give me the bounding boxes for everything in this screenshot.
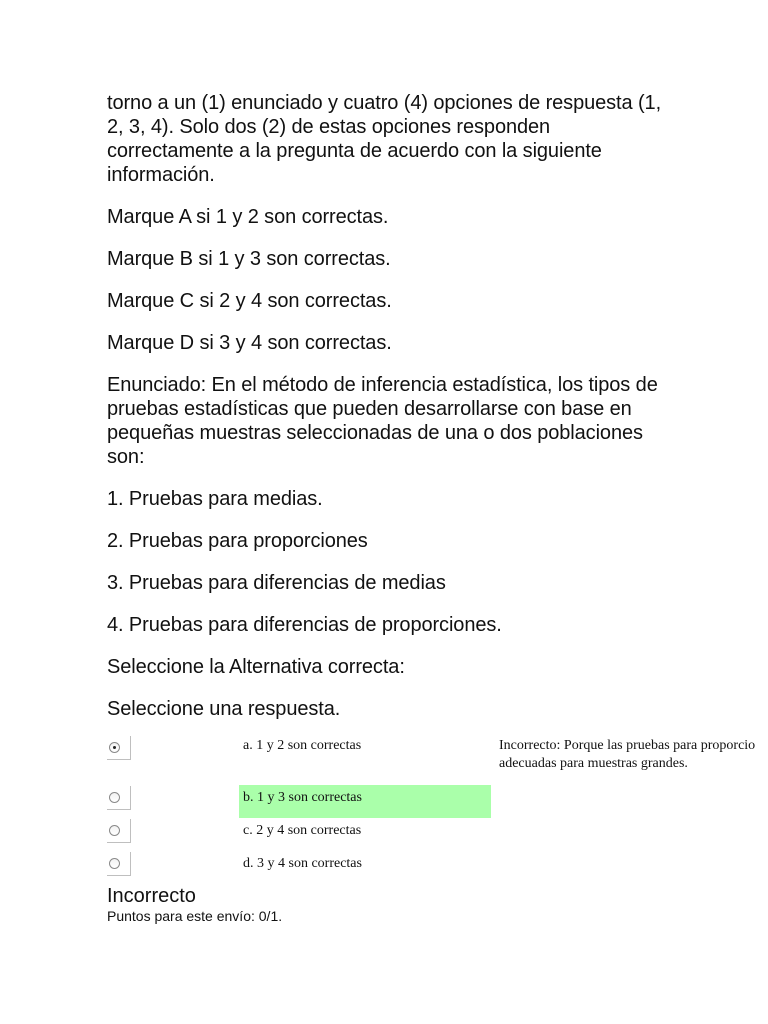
instruction-text: Seleccione la Alternativa correcta: xyxy=(107,656,405,678)
radio-cell xyxy=(107,736,131,760)
statement-item-1: 1. Pruebas para medias. xyxy=(107,488,323,510)
radio-button-a[interactable] xyxy=(109,742,120,753)
statement-item-4: 4. Pruebas para diferencias de proporciones. xyxy=(107,614,502,636)
answer-option-a xyxy=(107,735,768,785)
question-statement: Enunciado: En el método de inferencia estadística, los tipos de pruebas estadísticas que pueden desarrollarse con base en pequeñas muestras seleccionadas de una o dos poblaciones son: xyxy=(107,374,658,468)
question-content xyxy=(107,91,667,739)
rule-d: Marque D si 3 y 4 son correctas. xyxy=(107,332,392,354)
result-title: Incorrecto xyxy=(107,885,196,907)
feedback-line-1: Incorrecto: Porque las pruebas para proporcio xyxy=(499,738,756,753)
radio-button-d[interactable] xyxy=(109,858,120,869)
radio-button-b[interactable] xyxy=(109,792,120,803)
radio-cell xyxy=(107,786,131,810)
feedback-text xyxy=(499,737,768,773)
option-label-d[interactable]: d. 3 y 4 son correctas xyxy=(243,856,362,871)
answer-option-d xyxy=(107,851,768,884)
option-label-b[interactable]: b. 1 y 3 son correctas xyxy=(239,785,491,818)
answer-options xyxy=(107,735,768,884)
rule-b: Marque B si 1 y 3 son correctas. xyxy=(107,248,391,270)
rule-c: Marque C si 2 y 4 son correctas. xyxy=(107,290,392,312)
feedback-line-2: adecuadas para muestras grandes. xyxy=(499,756,688,771)
answer-option-b xyxy=(107,785,768,818)
statement-item-3: 3. Pruebas para diferencias de medias xyxy=(107,572,446,594)
answer-prompt: Seleccione una respuesta. xyxy=(107,698,341,720)
statement-item-2: 2. Pruebas para proporciones xyxy=(107,530,368,552)
radio-cell xyxy=(107,852,131,876)
option-label-a[interactable]: a. 1 y 2 son correctas xyxy=(243,738,362,753)
rule-a: Marque A si 1 y 2 son correctas. xyxy=(107,206,389,228)
radio-button-c[interactable] xyxy=(109,825,120,836)
answer-option-c xyxy=(107,818,768,851)
question-intro: torno a un (1) enunciado y cuatro (4) opciones de respuesta (1, 2, 3, 4). Solo dos (2) de estas opciones responden correctamente a la pregunta de acuerdo con la siguiente información. xyxy=(107,92,662,186)
option-label-c[interactable]: c. 2 y 4 son correctas xyxy=(243,823,362,838)
result-points: Puntos para este envío: 0/1. xyxy=(107,908,283,924)
radio-cell xyxy=(107,819,131,843)
